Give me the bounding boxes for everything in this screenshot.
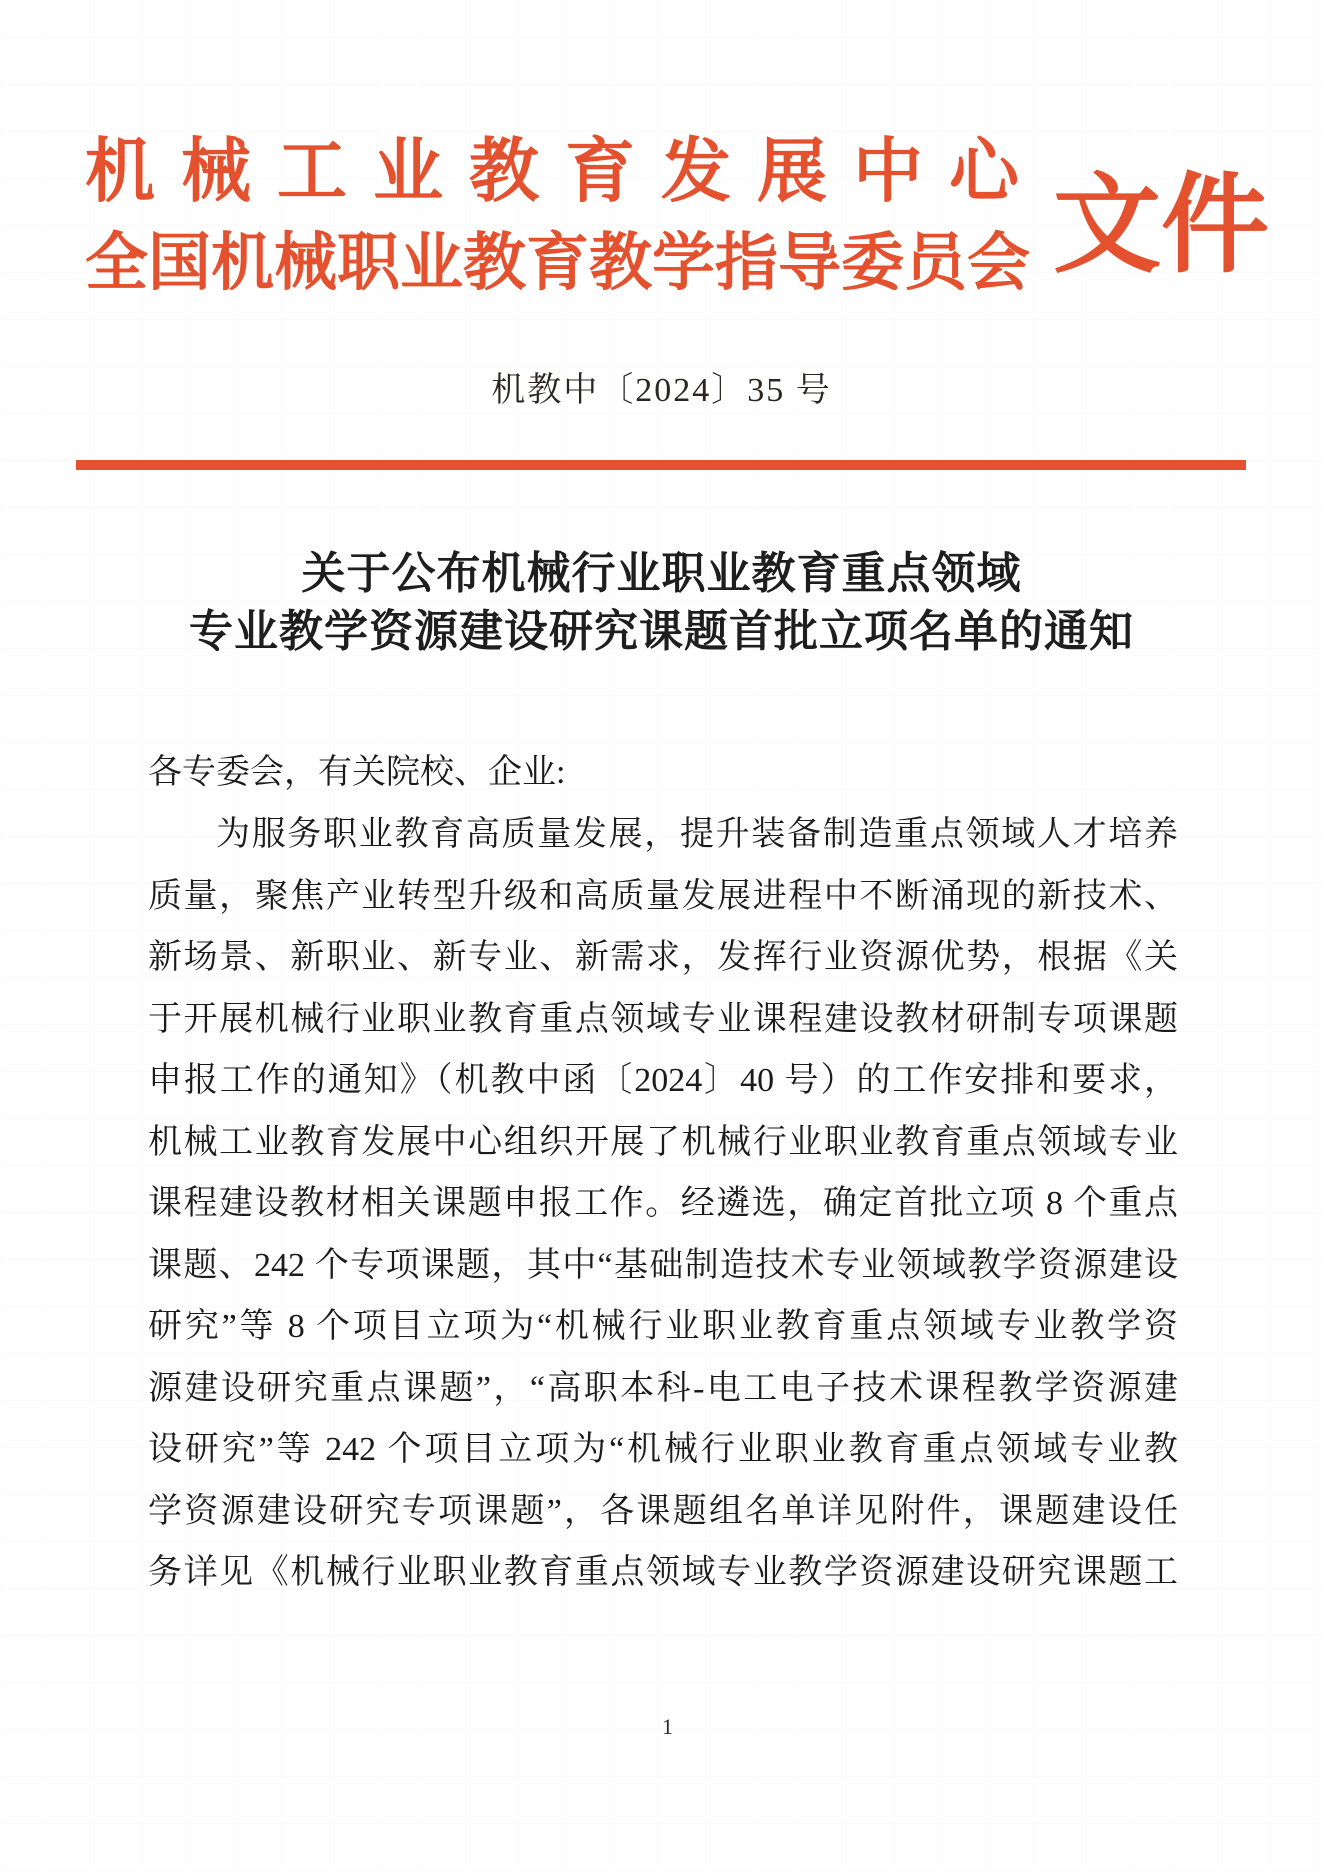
org-name-line2: 全国机械职业教育教学指导委员会 (85, 228, 1030, 298)
paragraph-line: 新场景、新职业、新专业、新需求，发挥行业资源优势，根据《关 (148, 939, 1178, 976)
paragraph-line: 课题、242 个专项课题，其中“基础制造技术专业领域教学资源建设 (148, 1246, 1178, 1284)
page-number: 1 (662, 1714, 673, 1739)
letterhead (85, 134, 1285, 298)
issuing-org-names (85, 134, 1047, 298)
notice-title-line1: 关于公布机械行业职业教育重点领域 (301, 549, 1022, 598)
paragraph-line: 为服务职业教育高质量发展，提升装备制造重点领域人才培养 (216, 816, 1178, 853)
paragraph-line: 务详见《机械行业职业教育重点领域专业教学资源建设研究课题工 (148, 1554, 1178, 1591)
paragraph-line: 设研究”等 242 个项目立项为“机械行业职业教育重点领域专业教 (148, 1431, 1178, 1468)
paragraph-line: 机械工业教育发展中心组织开展了机械行业职业教育重点领域专业 (148, 1123, 1178, 1161)
notice-title-line2: 专业教学资源建设研究课题首批立项名单的通知 (189, 607, 1134, 656)
salutation: 各专委会，有关院校、企业: (148, 754, 566, 791)
paragraph-line: 课程建设教材相关课题申报工作。经遴选，确定首批立项 8 个重点 (148, 1185, 1178, 1222)
paragraph-line: 质量，聚焦产业转型升级和高质量发展进程中不断涌现的新技术、 (148, 877, 1178, 915)
paragraph-line: 于开展机械行业职业教育重点领域专业课程建设教材研制专项课题 (148, 1000, 1178, 1038)
paragraph-line: 学资源建设研究专项课题”，各课题组名单详见附件，课题建设任 (148, 1492, 1178, 1530)
notice-body (148, 742, 1178, 1604)
paragraph-line: 研究”等 8 个项目立项为“机械行业职业教育重点领域专业教学资 (148, 1308, 1178, 1345)
paragraph-line: 申报工作的通知》（机教中函〔2024〕40 号）的工作安排和要求， (148, 1062, 1178, 1099)
red-divider (76, 460, 1246, 470)
notice-title (0, 545, 1323, 661)
paragraph-line: 源建设研究重点课题”，“高职本科-电工电子技术课程教学资源建 (148, 1369, 1178, 1407)
doc-type-word: 文件 (1053, 166, 1270, 286)
org-name-line1: 机械工业教育发展中心 (85, 134, 1045, 211)
doc-number: 机教中〔2024〕35 号 (491, 372, 832, 409)
